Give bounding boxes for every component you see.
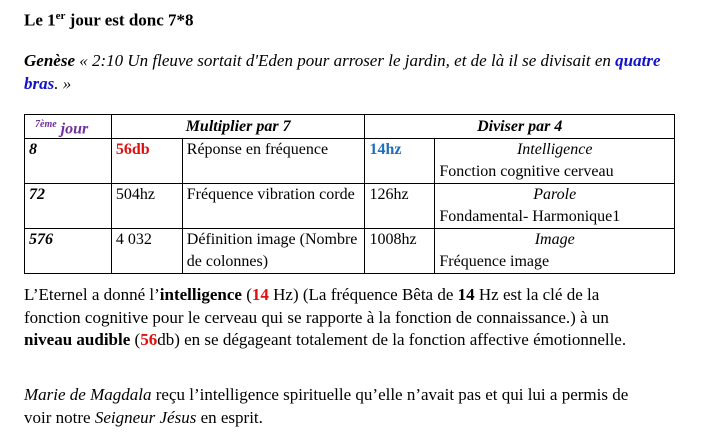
cell-mult-desc: Réponse en fréquence: [182, 139, 365, 184]
page-heading: [24, 10, 194, 31]
cell-div-title: Parole: [533, 186, 577, 204]
cell-div-sub: Fonction cognitive cerveau: [439, 163, 614, 181]
quote-emphasis: quatre bras: [24, 51, 661, 93]
cell-mult-desc: Définition image (Nombre de colonnes): [182, 229, 365, 274]
table-row: [25, 229, 675, 274]
cell-day: 72: [25, 184, 112, 229]
cell-day: 576: [25, 229, 112, 274]
cell-day: 8: [25, 139, 112, 184]
cell-mult-desc: Fréquence vibration corde: [182, 184, 365, 229]
cell-div-title: Image: [534, 231, 575, 249]
paragraph-intelligence: L’Eternel a donné l’intelligence (14 Hz) (La fréquence Bêta de 14 Hz est la clé de la fonction cognitive pour le cerveau qui se rapporte à la fonction de connaissance.) à un niveau audible (56db) en se dégageant totalement de la fonction affective émotionnelle.: [24, 285, 627, 349]
cell-div-title: Intelligence: [516, 141, 593, 159]
cell-div-val: 126hz: [365, 184, 435, 229]
header-jour: $^{7ème}$ jour: [25, 115, 112, 139]
cell-div-sub: Fréquence image: [439, 253, 550, 271]
word-intelligence: intelligence: [159, 285, 242, 304]
quote-end: . »: [54, 74, 72, 93]
cell-div-desc: [435, 139, 675, 184]
name-marie: Marie de Magdala: [24, 385, 152, 404]
paragraph-marie: Marie de Magdala reçu l’intelligence spirituelle qu’elle n’avait pas et qui lui a permis de voir notre Seigneur Jésus en esprit.: [24, 385, 629, 427]
cell-div-desc: [435, 184, 675, 229]
cell-div-val: 14hz: [365, 139, 435, 184]
genesis-quote: [24, 49, 684, 95]
header-multiply: Multiplier par 7: [111, 115, 365, 139]
header-divide: Diviser par 4: [365, 115, 675, 139]
data-table: [24, 114, 675, 274]
quote-label: Genèse: [24, 51, 75, 70]
name-seigneur: Seigneur Jésus: [94, 407, 197, 427]
table-header-row: [25, 115, 675, 139]
cell-mult-val: 4 032: [111, 229, 182, 274]
cell-div-val: 1008hz: [365, 229, 435, 274]
table-row: [25, 139, 675, 184]
heading-prefix: Le 1: [24, 10, 56, 30]
cell-div-desc: [435, 229, 675, 274]
word-niveau-audible: niveau audible: [24, 330, 131, 349]
table-row: [25, 184, 675, 229]
cell-div-sub: Fondamental- Harmonique1: [439, 208, 621, 226]
heading-suffix: jour est donc 7*8: [65, 10, 194, 30]
heading-sup: er: [55, 10, 66, 22]
cell-mult-val: 504hz: [111, 184, 182, 229]
quote-text: « 2:10 Un fleuve sortait d'Eden pour arroser le jardin, et de là il se divisait en: [74, 51, 616, 70]
cell-mult-val: 56db: [111, 139, 182, 184]
